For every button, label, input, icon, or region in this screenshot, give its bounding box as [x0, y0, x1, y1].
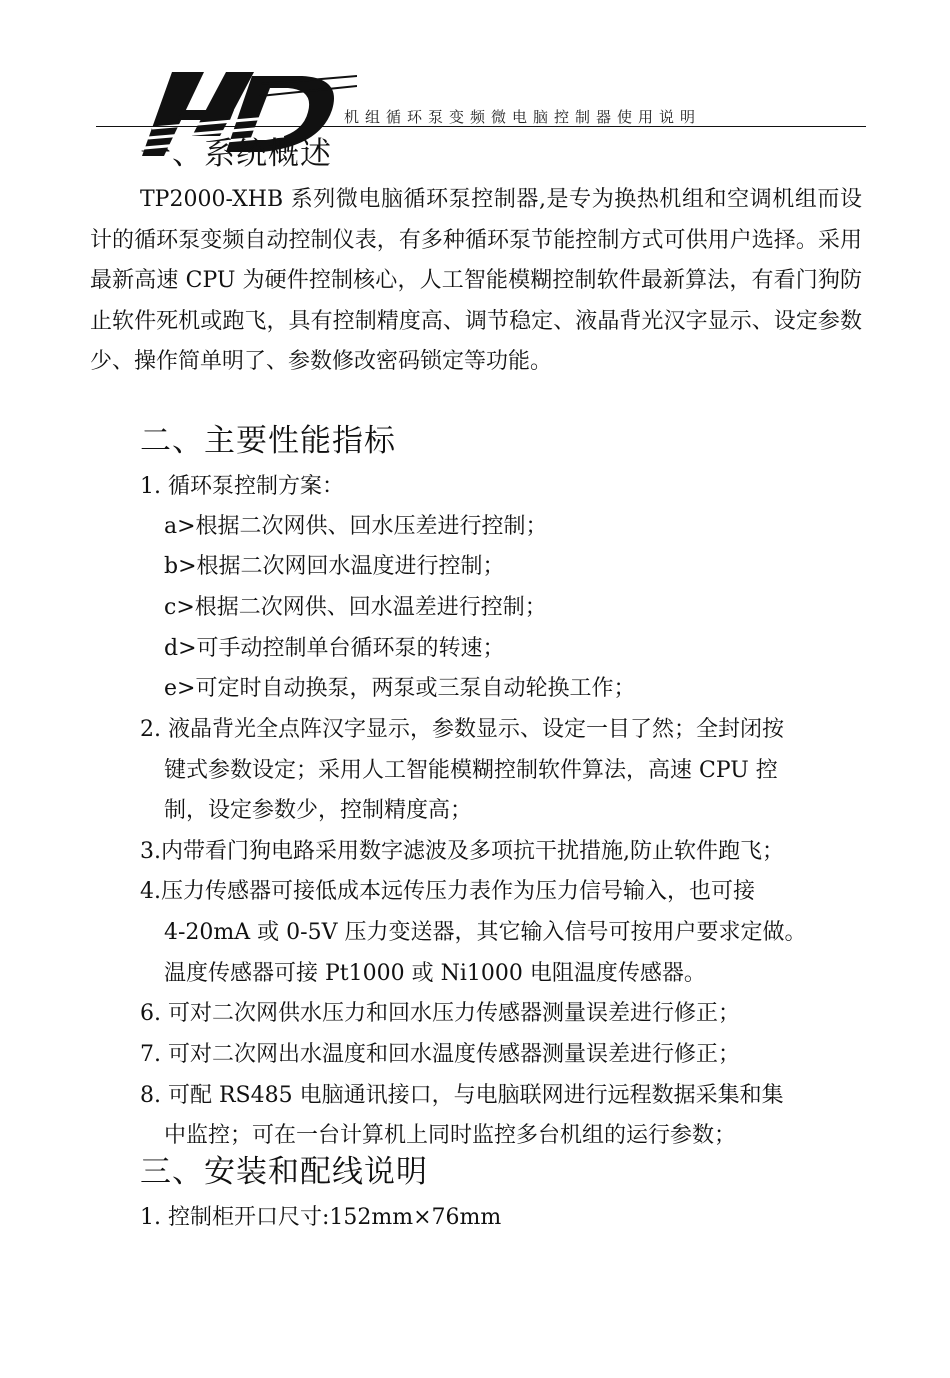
sub-item-a: a>根据二次网供、回水压差进行控制；: [164, 514, 548, 539]
item-8-line1: 8. 可配 RS485 电脑通讯接口，与电脑联网进行远程数据采集和集: [140, 1083, 784, 1108]
item-6: 6. 可对二次网供水压力和回水压力传感器测量误差进行修正；: [140, 1001, 740, 1026]
item-2-line2: 键式参数设定；采用人工智能模糊控制软件算法，高速 CPU 控: [164, 758, 778, 783]
item-4-line2: 4-20mA 或 0-5V 压力变送器，其它输入信号可按用户要求定做。: [164, 920, 807, 945]
sub-item-d: d>可手动控制单台循环泵的转速；: [164, 636, 505, 661]
section3-item-1: 1. 控制柜开口尺寸:152mm×76mm: [140, 1205, 502, 1230]
item-2-line1: 2. 液晶背光全点阵汉字显示，参数显示、设定一目了然；全封闭按: [140, 717, 784, 742]
item-4-line3: 温度传感器可接 Pt1000 或 Ni1000 电阻温度传感器。: [164, 961, 706, 986]
section3-heading: 三、安装和配线说明: [140, 1154, 428, 1190]
header-title: 机组循环泵变频微电脑控制器使用说明: [344, 108, 702, 126]
sub-item-b: b>根据二次网回水温度进行控制；: [164, 554, 505, 579]
section2-heading: 二、主要性能指标: [140, 423, 396, 459]
header-rule: [96, 126, 866, 127]
item-7: 7. 可对二次网出水温度和回水温度传感器测量误差进行修正；: [140, 1042, 740, 1067]
sub-item-c: c>根据二次网供、回水温差进行控制；: [164, 595, 547, 620]
item-1: 1. 循环泵控制方案：: [140, 474, 344, 499]
item-8-line2: 中监控；可在一台计算机上同时监控多台机组的运行参数；: [164, 1123, 737, 1148]
section1-heading: 一、系统概述: [140, 136, 332, 172]
item-4-line1: 4.压力传感器可接低成本远传压力表作为压力信号输入，也可接: [140, 879, 755, 904]
item-2-line3: 制，设定参数少，控制精度高；: [164, 798, 473, 823]
sub-item-e: e>可定时自动换泵，两泵或三泵自动轮换工作；: [164, 676, 636, 701]
section1-body: TP2000-XHB 系列微电脑循环泵控制器,是专为换热机组和空调机组而设计的循环泵变频自动控制仪表，有多种循环泵节能控制方式可供用户选择。采用最新高速 CPU 为硬件控制核心，人工智能模糊控制软件最新算法，有看门狗防止软件死机或跑飞，具有控制精度高、调节稳定、液晶背光汉字显示、设定参数少、操作简单明了、参数修改密码锁定等功能。: [90, 187, 862, 375]
item-3: 3.内带看门狗电路采用数字滤波及多项抗干扰措施,防止软件跑飞；: [140, 839, 784, 864]
